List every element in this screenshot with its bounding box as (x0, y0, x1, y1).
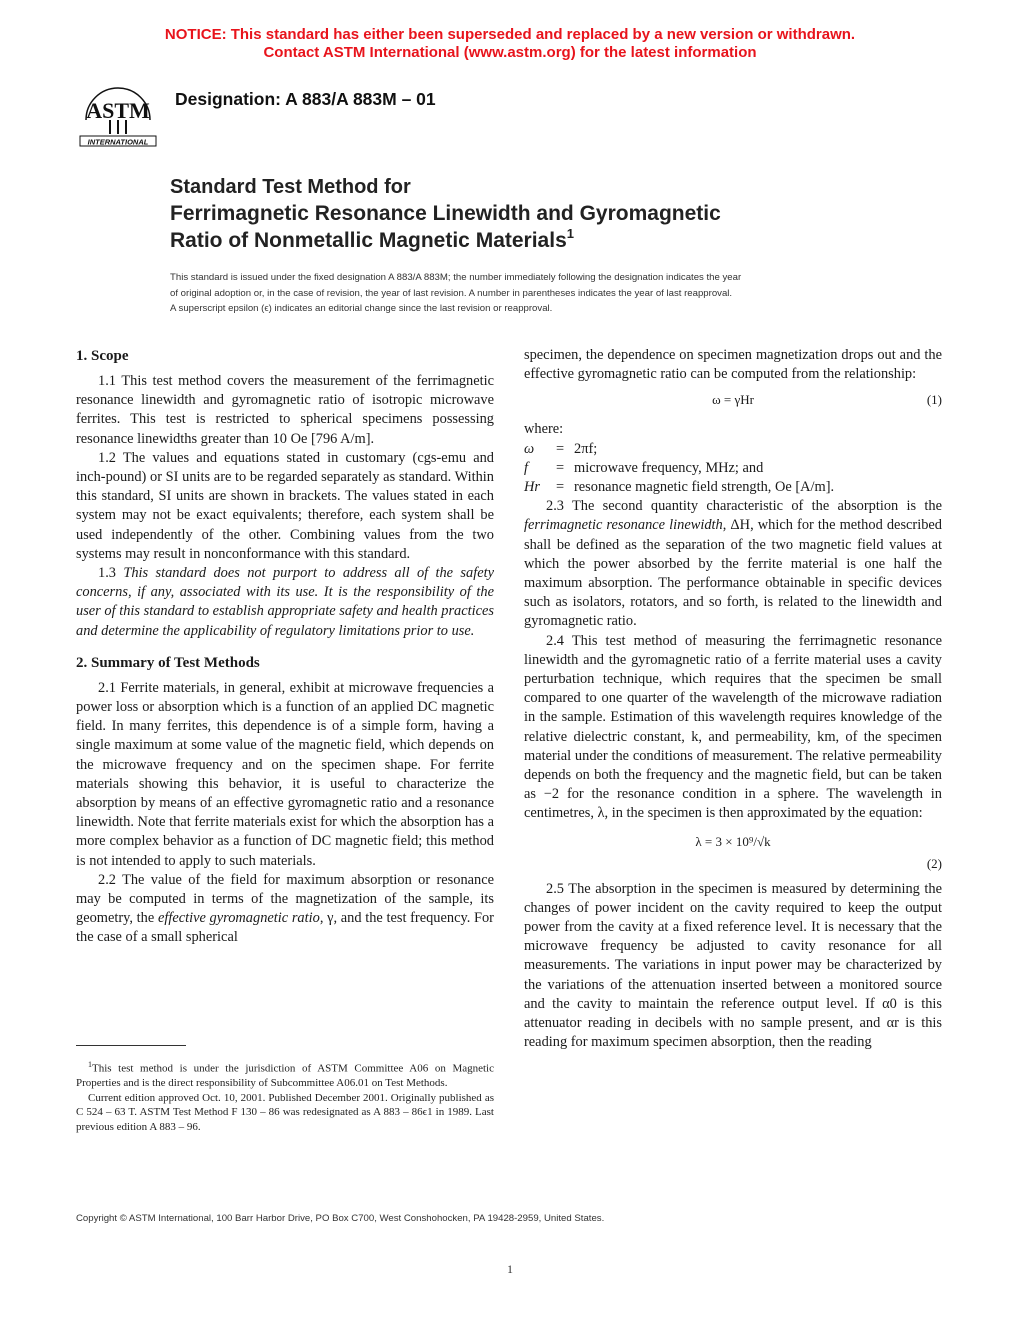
where-equals: = (555, 479, 565, 496)
equation-2-number-row (524, 854, 942, 876)
title-line-3: Ratio of Nonmetallic Magnetic Materials (170, 229, 567, 252)
title-line-2: Ferrimagnetic Resonance Linewidth and Gyromagnetic (170, 202, 721, 225)
where-symbol: f (524, 459, 528, 476)
where-symbol: ω (524, 440, 535, 457)
para-2-3-a: 2.3 The second quantity characteristic of the absorption is the (546, 498, 942, 515)
para-2-3 (524, 497, 942, 631)
para-1-3-num: 1.3 (98, 565, 124, 582)
para-2-4: 2.4 This test method of measuring the ferrimagnetic resonance linewidth and the gyromagnetic ratio of a ferrite material uses a cavity perturbation technique, which requires that the specimen be small compared to one quarter of the wavelength of the microwave radiation in the sample. Estimation of this wavelength requires knowledge of the relative dielectric constant, k, and permeability, km, of the specimen material under the conditions of measurement. The relative permeability depends on both the frequency and the magnetic field, but can be taken as −2 for the resonance condition in a sphere. The wavelength in centimetres, λ, in the specimen is then approximated by the equation: (524, 632, 942, 822)
equation-2 (524, 832, 942, 854)
where-equals: = (555, 459, 565, 476)
para-1-3 (76, 564, 494, 641)
para-2-3-b: , ΔH, which for the method described shall be defined as the separation of the two magnetic field values at which the power absorbed by the ferrite material is one half the maximum absorption. The performance obtainable in specific devices such as isolators, rotators, and so forth, is related to the linewidth and gyromagnetic ratio. (524, 517, 943, 630)
notice-line-2: Contact ASTM International (www.astm.org) for the latest information (263, 44, 757, 61)
para-2-3-em: ferrimagnetic resonance linewidth (524, 517, 723, 534)
footnote-divider (76, 1045, 186, 1046)
copyright-line: Copyright © ASTM International, 100 Barr Harbor Drive, PO Box C700, West Conshohocken, PA 19428-2959, United States. (76, 1213, 605, 1224)
equation-1 (524, 390, 942, 412)
equation-2-math: λ = 3 × 10⁹/√k (695, 833, 771, 849)
para-2-5: 2.5 The absorption in the specimen is measured by determining the changes of power incident on the cavity required to keep the output power from the cavity at a fixed reference level. It is necessary that the microwave frequency be adjusted to cavity resonance for all measurements. The variations in input power may be characterized by the variations of the attenuation inserted between a monitored source and the cavity to maintain the reference output level. If α0 is this attenuator reading in decibels with no sample present, and αr is this reading for maximum specimen absorption, then the reading (524, 880, 942, 1051)
equation-1-math: ω = γHr (712, 392, 754, 408)
where-label: where: (524, 421, 564, 438)
para-2-2 (76, 871, 494, 948)
title-footnote-mark: 1 (566, 226, 574, 241)
section-1-heading: 1. Scope (76, 348, 129, 364)
para-2-2-cont: specimen, the dependence on specimen magnetization drops out and the effective gyromagnetic ratio can be computed from the relationship: (524, 347, 942, 383)
where-equals: = (555, 440, 565, 457)
title-line-1: Standard Test Method for (170, 176, 411, 198)
where-symbol: Hr (524, 479, 540, 496)
where-definition: microwave frequency, MHz; and (574, 459, 764, 476)
para-2-2-em: effective gyromagnetic ratio (157, 910, 320, 927)
para-2-2-b: , γ, and the test frequency. For the case of a small spherical (76, 910, 494, 946)
page-number: 1 (507, 1262, 513, 1276)
issued-note (170, 270, 860, 317)
footnote-1-mark: 1 (88, 1060, 92, 1069)
where-item (524, 478, 942, 497)
where-definition: resonance magnetic field strength, Oe [A/m]. (574, 479, 835, 496)
footnote-2: Current edition approved Oct. 10, 2001. Published December 2001. Originally published as C 524 – 63 T. ASTM Test Method F 130 – 86 was redesignated as A 883 – 86ϵ1 in 1989. Last previous edition A 883 – 96. (76, 1091, 494, 1133)
document-title (170, 175, 870, 254)
logo-text: ASTM (86, 98, 150, 123)
designation: Designation: A 883/A 883M – 01 (175, 89, 436, 109)
issued-line-3: A superscript epsilon (ϵ) indicates an editorial change since the last revision or reapproval. (170, 303, 553, 314)
issued-line-1: This standard is issued under the fixed designation A 883/A 883M; the number immediately following the designation indicates the year (170, 272, 742, 283)
para-1-3-text: This standard does not purport to address all of the safety concerns, if any, associated with its use. It is the responsibility of the user of this standard to establish appropriate safety and health practices and determine the applicability of regulatory limitations prior to use. (76, 565, 494, 639)
right-column (524, 346, 942, 1053)
where-item (524, 459, 942, 478)
para-1-1: 1.1 This test method covers the measurement of the ferrimagnetic resonance linewidth and gyromagnetic ratio of isotropic microwave ferrites. This test is restricted to spherical specimens possessing resonance linewidths greater than 10 Oe [796 A/m]. (76, 373, 494, 447)
where-definition: 2πf; (574, 440, 598, 457)
issued-line-2: of original adoption or, in the case of revision, the year of last revision. A number in parentheses indicates the year of last reapproval. (170, 287, 733, 299)
footnote-1-text: This test method is under the jurisdiction of ASTM Committee A06 on Magnetic Properties and is the direct responsibility of Subcommittee A06.01 on Test Methods. (76, 1062, 494, 1090)
section-2-heading: 2. Summary of Test Methods (76, 654, 260, 671)
equation-1-number: (1) (926, 392, 942, 408)
logo-subtext: INTERNATIONAL (87, 137, 149, 147)
astm-logo (76, 78, 160, 150)
where-item (524, 440, 942, 459)
footnotes (76, 1058, 494, 1134)
footnote-1 (76, 1058, 494, 1091)
para-1-2: 1.2 The values and equations stated in customary (cgs-emu and inch-pound) or SI units are to be regarded separately as standard. Within this standard, SI units are shown in brackets. The values stated in each system may not be exact equivalents; therefore, each system shall be used independently of the other. Combining values from the two systems may result in nonconformance with this standard. (76, 449, 494, 562)
notice-banner (0, 26, 1020, 62)
left-column (76, 346, 494, 948)
notice-line-1: NOTICE: This standard has either been superseded and replaced by a new version or withdrawn. (164, 26, 856, 43)
para-2-2-a: 2.2 The value of the field for maximum absorption or resonance may be computed in terms of the magnetization of the sample, its geometry, the (76, 871, 494, 927)
equation-2-number: (2) (926, 855, 942, 871)
para-2-1: 2.1 Ferrite materials, in general, exhibit at microwave frequencies a power loss or absorption which is a function of an applied DC magnetic field. In many ferrites, this dependence is of a simple form, having a single maximum at some value of the magnetic field, which depends on the microwave frequency and on the specimen shape. For ferrite materials showing this behavior, it is useful to characterize the absorption by means of an effective gyromagnetic ratio and a resonance linewidth. Note that ferrite materials exist for which the absorption has a more complex behavior as a function of DC magnetic field; this method is not intended to apply to such materials. (76, 679, 495, 869)
